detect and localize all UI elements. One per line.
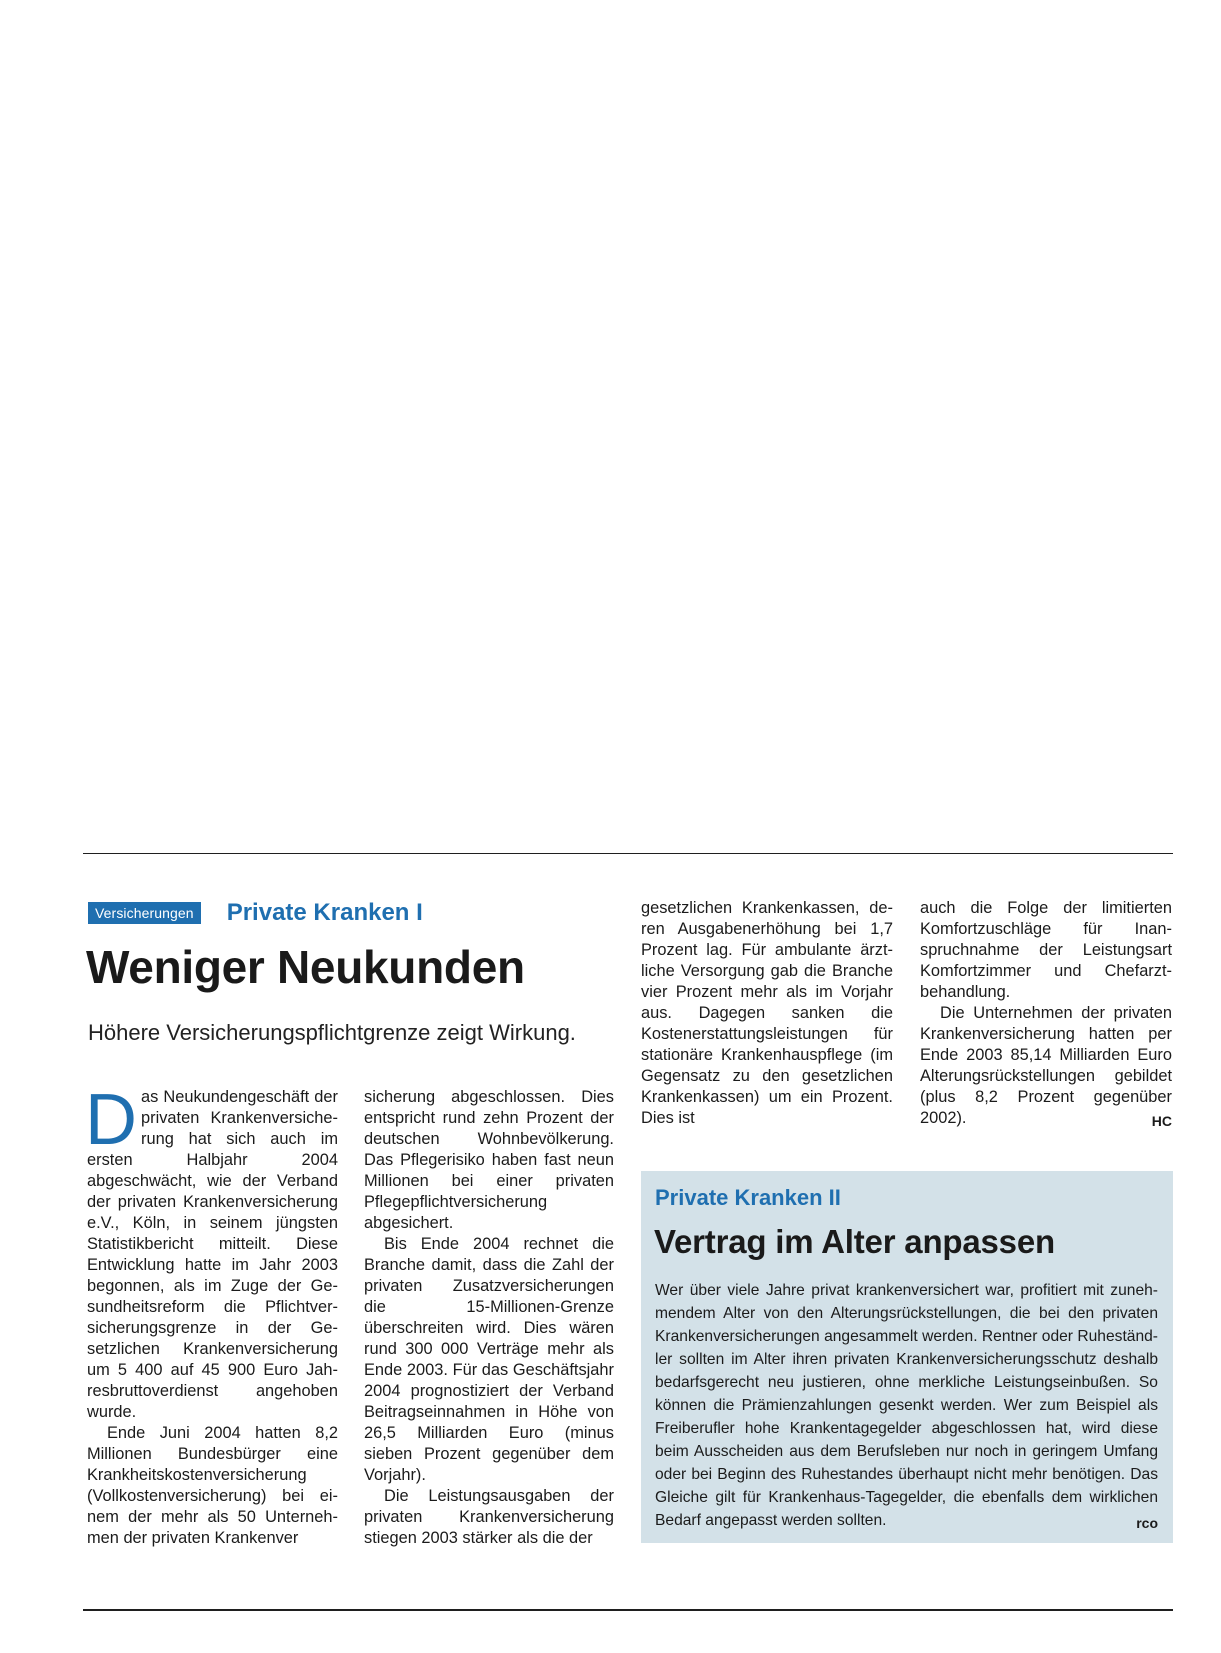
article-paragraph [920,1003,1172,1129]
article-paragraph: Bis Ende 2004 rechnet die Branche damit, dass die Zahl der privaten Zusatzversicherungen die 15-Millionen-Grenze überschreiten wird. Dies wären rund 300 000 Verträge mehr als Ende 2003. Für das Geschäftsjahr 2004 prognostiziert der Verband Beitragseinnahmen in Höhe von 26,5 Milliarden Euro (minus sieben Prozent gegenüber dem Vorjahr). [364,1235,614,1484]
article-paragraph: Die Leistungsausgaben der privaten Krankenversicherung stiegen 2003 stärker als die der [364,1487,614,1547]
article-paragraph: Ende Juni 2004 hatten 8,2 Millionen Bundesbürger eine Krankheitskostenversicherung (Vollkostenversicherung) bei einem der mehr als 50 Unternehmen der privaten Krankenver [87,1424,338,1547]
article-paragraph-text: Die Unternehmen der privaten Krankenversicherung hatten per Ende 2003 85,14 Milliarden Euro Alterungsrückstellungen gebildet (plus 8,2 Prozent gegenüber 2002). [920,1004,1172,1127]
category-badge: Versicherungen [88,902,201,924]
article-column-2 [364,1087,614,1549]
article-paragraph: gesetzlichen Krankenkassen, deren Ausgabenerhöhung bei 1,7 Prozent lag. Für ambulante ärztliche Versorgung gab die Branche vier Prozent mehr als im Vorjahr aus. Dagegen sanken die Kostenerstattungsleistungen für stationäre Krankenhauspflege (im Gegensatz zu den gesetzlichen Krankenkassen) um ein Prozent. Dies ist [641,899,893,1127]
article-paragraph: sicherung abgeschlossen. Dies entspricht rund zehn Prozent der deutschen Wohnbevölkerung. Das Pflegerisiko haben fast neun Millionen bei einer privaten Pflegepflichtversicherung abgesichert. [364,1088,614,1232]
article-paragraph: auch die Folge der limitierten Komfortzuschläge für Inanspruchnahme der Leistungsart Komfortzimmer und Chefarztbehandlung. [920,899,1172,1001]
article-column-1 [85,1080,338,1549]
article-kicker-row [88,899,423,927]
article-headline: Weniger Neukunden [86,941,525,993]
sidebar-kicker: Private Kranken II [655,1185,841,1210]
author-signature: HC [1151,1113,1172,1129]
bottom-rule [83,1609,1173,1611]
sidebar-signature: rco [1136,1515,1158,1531]
top-rule [83,853,1173,854]
article-kicker: Private Kranken I [226,899,423,926]
article-paragraph: as Neukundengeschäft der privaten Krankenversicherung hat sich auch im ersten Halbjahr 2004 abgeschwächt, wie der Verband der privaten Krankenversicherung e.V., Köln, in seinem jüngsten Statistikbericht mitteilt. Diese Entwicklung hatte im Jahr 2003 begonnen, als im Zuge der Gesundheitsreform die Pflichtversicherungsgrenze in der Gesetzlichen Krankenversicherung um 5 400 auf 45 900 Euro Jahresbruttoverdienst angehoben wurde. [87,1088,338,1421]
drop-cap: D [85,1080,137,1160]
sidebar-box [641,1171,1173,1543]
sidebar-headline: Vertrag im Alter anpassen [654,1223,1055,1260]
sidebar-text [655,1279,1158,1535]
sidebar-body: Wer über viele Jahre privat krankenversichert war, profitiert mit zunehmendem Alter von den Alterungsrückstellungen, die bei den privaten Krankenversicherungen angesammelt werden. Rentner oder Ruheständler sollten im Alter ihren privaten Krankenversicherungsschutz deshalb bedarfsgerecht neu justieren, ohne merkliche Leistungseinbußen. So können die Prämienzahlungen gesenkt werden. Wer zum Beispiel als Freiberufler hohe Krankentagegelder abgeschlossen hat, wird diese beim Ausscheiden aus dem Berufsleben nur noch in geringem Umfang oder bei Beginn des Ruhestandes überhaupt nicht mehr benötigen. Das Gleiche gilt für Krankenhaus-Tagegelder, die ebenfalls dem wirklichen Bedarf angepasst werden sollten. [655,1282,1158,1529]
article-column-4 [920,898,1172,1132]
article-subhead: Höhere Versicherungspflichtgrenze zeigt Wirkung. [88,1020,576,1045]
article-column-3 [641,898,893,1129]
